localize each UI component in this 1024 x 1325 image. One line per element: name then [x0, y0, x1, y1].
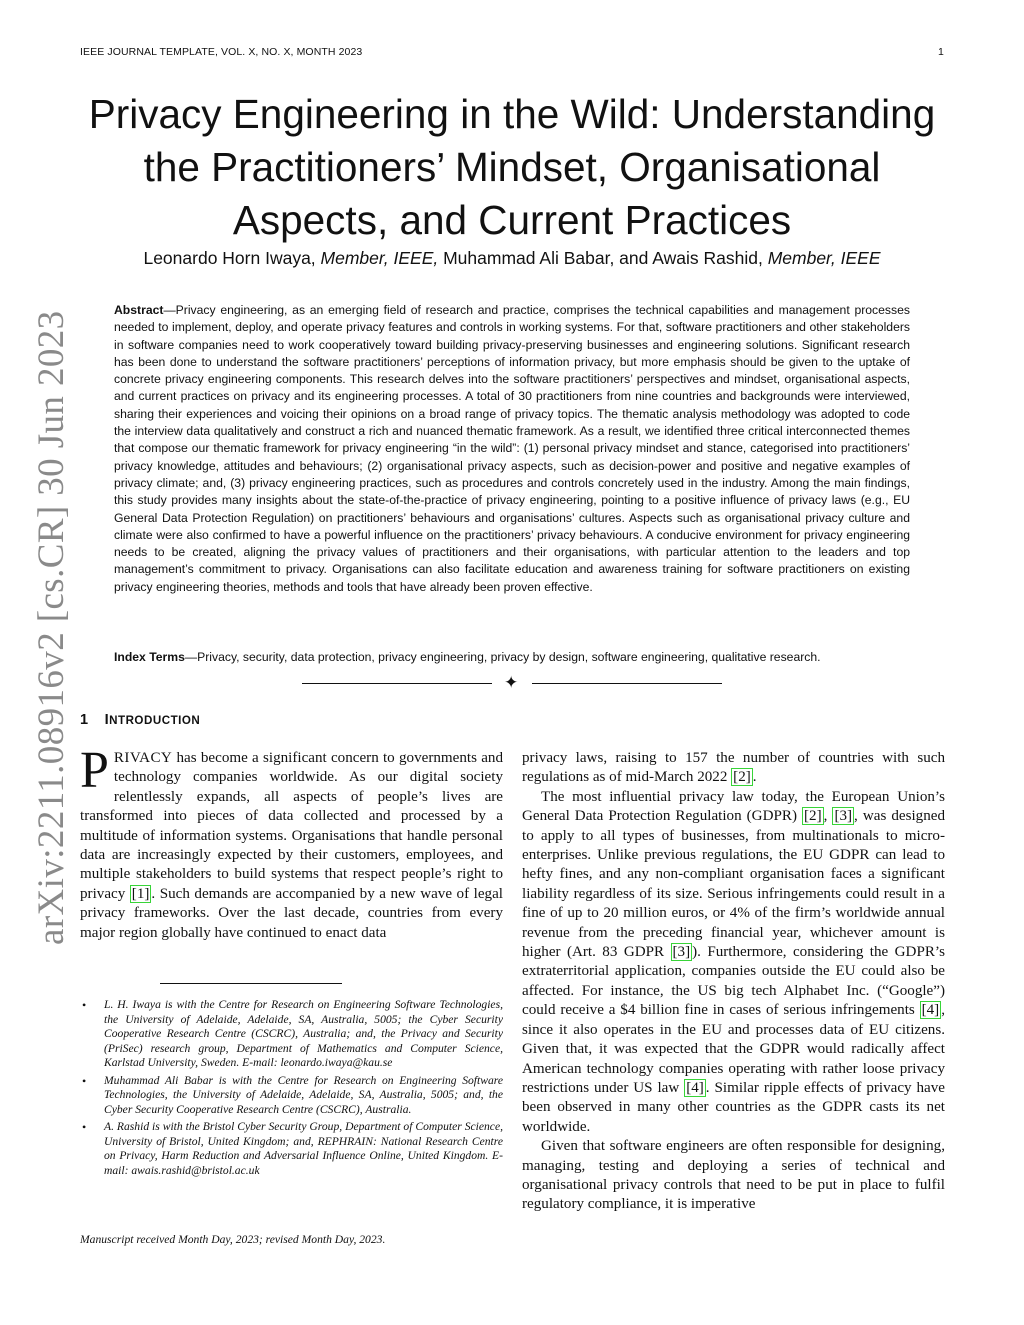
- intro-text-a: has become a significant concern to governments and technology companies worldwide. As our digital society relentlessly expands, all aspects of people’s lives are transformed into pieces of data collected and processed by a multitude of information systems. Organisations that handle personal data are increasingly expected by their customers, employees, and multiple stakeholders to build systems that respect people’s right to privacy: [80, 750, 503, 902]
- section-title-rest: NTRODUCTION: [109, 714, 201, 727]
- author-babar-rashid: Muhammad Ali Babar, and Awais Rashid,: [443, 248, 763, 268]
- journal-name: IEEE JOURNAL TEMPLATE, VOL. X, NO. X, MONTH 2023: [80, 46, 363, 58]
- citation-link[interactable]: [3]: [672, 944, 691, 961]
- section-number: 1: [80, 712, 89, 728]
- citation-link[interactable]: [3]: [834, 808, 853, 825]
- section-divider: [302, 673, 722, 695]
- footnote-item: [80, 998, 503, 1071]
- drop-cap: P: [80, 742, 109, 799]
- body-text: ). Furthermore, considering the GDPR’s extraterritorial application, companies outside the EU could also be affected. For instance, the US big tech Alphabet Inc. (“Google”) could receive a $4 billion fine in cases of serious infringements: [522, 944, 945, 1019]
- footnote-text: Muhammad Ali Babar is with the Centre for Research on Engineering Software Technologies, the University of Adelaide, Adelaide, SA, Australia, 5005; and, the Cyber Security Cooperative Research Centre (CSCRC), Australia.: [104, 1073, 503, 1116]
- footnote-rule: [160, 983, 342, 984]
- body-text: ,: [823, 808, 833, 825]
- footnote-item: [80, 1074, 503, 1118]
- body-text: . Similar ripple effects of privacy have been observed in many other countries as the GDPR casts its net worldwide.: [522, 1079, 945, 1135]
- body-text: privacy laws, raising to 157 the number of countries with such regulations as of mid-March 2022: [522, 750, 945, 786]
- citation-link[interactable]: [2]: [804, 808, 822, 825]
- intro-paragraph-1-cont: [522, 749, 945, 788]
- body-text: , since it also operates in the EU and processes data of EU citizens. Given that, it was expected that the GDPR would radically affect American technology companies operating with rather loose privacy restrictions under US law: [522, 1002, 945, 1096]
- citation-link[interactable]: [4]: [921, 1002, 940, 1019]
- left-column: [80, 742, 503, 943]
- index-terms-text: —Privacy, security, data protection, privacy engineering, privacy by design, software engineering, qualitative research.: [184, 650, 821, 664]
- citation-link[interactable]: [2]: [733, 769, 751, 786]
- running-header: [80, 46, 944, 58]
- author-footnotes: [80, 998, 503, 1181]
- section-heading: [80, 712, 200, 728]
- intro-paragraph-1: [80, 742, 503, 943]
- bullet-icon: •: [82, 1073, 87, 1088]
- intro-paragraph-3: Given that software engineers are often responsible for designing, managing, testing and deploying a series of technical and organisational privacy controls that need to be put in place to fulfil regulatory compliance, it is imperative: [522, 1138, 945, 1213]
- citation-link[interactable]: [1]: [131, 885, 150, 902]
- right-column: [522, 749, 945, 1215]
- intro-text-b: . Such demands are accompanied by a new wave of legal privacy frameworks. Over the last decade, countries from every major region globally have continued to enact data: [80, 885, 503, 941]
- index-terms-label: Index Terms: [114, 650, 185, 664]
- section-title-initial: I: [104, 712, 110, 728]
- abstract: [114, 302, 910, 596]
- footnote-text: L. H. Iwaya is with the Centre for Research on Engineering Software Technologies, the University of Adelaide, Adelaide, SA, Australia, 5005; the Cyber Security Cooperative Research Centre (CSCRC), Australia; and, the Privacy and Security (PriSec) research group, Department of Mathematics and Computer Science, Karlstad University, Sweden. E-mail: leonardo.iwaya@kau.se: [104, 998, 503, 1069]
- bullet-icon: •: [82, 1120, 87, 1134]
- author-iwaya-membership: Member, IEEE,: [320, 248, 439, 268]
- divider-line-right: [532, 683, 722, 684]
- manuscript-note: Manuscript received Month Day, 2023; revised Month Day, 2023.: [80, 1233, 386, 1246]
- lead-word: RIVACY: [113, 750, 173, 766]
- citation-link[interactable]: [4]: [686, 1079, 704, 1096]
- author-list: [80, 248, 944, 269]
- page-number: 1: [938, 46, 944, 58]
- bullet-icon: •: [82, 998, 87, 1012]
- paper-title: Privacy Engineering in the Wild: Understanding the Practitioners’ Mindset, Organisational Aspects, and Current Practices: [88, 91, 936, 243]
- abstract-text: —Privacy engineering, as an emerging field of research and practice, comprises the technical capabilities and management processes needed to implement, deploy, and operate privacy features and controls in working systems. For that, software practitioners and other stakeholders in software companies need to work cooperatively toward building privacy-preserving businesses and engineering solutions. Significant research has been done to understand the software practitioners’ perceptions of information privacy, but more emphasis should be given to the uptake of concrete privacy engineering components. This research delves into the software practitioners’ perspectives and mindset, organisational aspects, and current practices on privacy and its engineering processes. A total of 30 practitioners from nine countries and backgrounds were interviewed, sharing their experiences and voicing their opinions on a broad range of privacy topics. The thematic analysis methodology was adopted to code the interview data qualitatively and construct a rich and nuanced thematic framework. As a result, we identified three critical interconnected themes that compose our thematic framework for privacy engineering “in the wild”: (1) personal privacy mindset and stance, categorised into practitioners’ privacy knowledge, attitudes and behaviours; (2) organisational privacy aspects, such as decision-power and positive and negative examples of privacy climate; and, (3) privacy engineering practices, such as procedures and controls concretely used in the industry. Among the main findings, this study provides many insights about the state-of-the-practice of privacy engineering, pointing to a positive influence of privacy laws (e.g., EU General Data Protection Regulation) on practitioners’ behaviours and organisations’ cultures. Aspects such as organisational privacy culture and climate were also confirmed to have a powerful influence on the practitioners’ privacy behaviours. A conducive environment for privacy engineering needs to be created, aligning the privacy values of practitioners and their organisations, with particular attention to the leaders and top management’s commitment to privacy. Organisations can also facilitate education and awareness training for software practitioners on existing privacy engineering theories, methods and tools that have already been proven effective.: [114, 303, 910, 594]
- body-text: The most influential privacy law today, the European Union’s General Data Protection Regulation (GDPR): [522, 788, 945, 825]
- arxiv-identifier: arXiv:2211.08916v2 [cs.CR] 30 Jun 2023: [31, 310, 72, 945]
- author-iwaya: Leonardo Horn Iwaya,: [143, 248, 316, 268]
- footnote-item: [80, 1120, 503, 1178]
- body-text: , was designed to apply to all types of businesses, from multinationals to micro-enterprises. Unlike previous regulations, the EU GDPR can lead to hefty fines, and any non-compliant organisation faces a significant liability regardless of its size. Serious infringements could result in a fine of up to 20 million euros, or 4% of the firm’s worldwide annual revenue from the preceding financial year, whichever amount is higher (Art. 83 GDPR: [522, 808, 946, 961]
- divider-ornament-icon: ✦: [504, 673, 519, 692]
- abstract-label: Abstract: [114, 303, 164, 317]
- divider-line-left: [302, 683, 492, 684]
- author-rashid-membership: Member, IEEE: [767, 248, 881, 268]
- footnote-text: A. Rashid is with the Bristol Cyber Security Group, Department of Computer Science, University of Bristol, United Kingdom; and, REPHRAIN: National Research Centre on Privacy, Harm Reduction and Adversarial Influence Online, United Kingdom. E-mail: awais.rashid@bristol.ac.uk: [104, 1120, 503, 1177]
- body-text: .: [752, 769, 757, 786]
- intro-paragraph-2: [522, 788, 945, 1137]
- index-terms: [114, 649, 910, 666]
